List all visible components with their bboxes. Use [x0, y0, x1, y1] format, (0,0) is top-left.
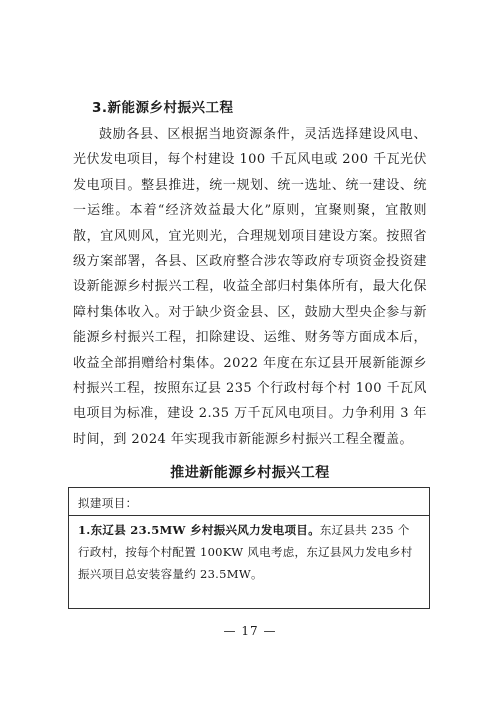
project-item-text: 东辽县共 235 个行政村，按每个村配置 100KW 风电考虑，东辽县风力发电乡村振兴项目总安装容量约 23.5MW。 — [78, 523, 413, 581]
section-heading: 3.新能源乡村振兴工程 — [92, 100, 234, 116]
page-number: — 17 — — [223, 624, 277, 638]
box-label: 拟建项目： — [78, 496, 138, 510]
box-divider — [69, 515, 429, 516]
project-item — [78, 519, 420, 585]
project-item-lead: 1.东辽县 23.5MW 乡村振兴风力发电项目。 — [78, 523, 320, 537]
project-box — [68, 487, 430, 609]
box-title: 推进新能源乡村振兴工程 — [170, 465, 330, 481]
body-paragraph: 鼓励各县、区根据当地资源条件，灵活选择建设风电、光伏发电项目，每个村建设 100 千瓦风电或 200 千瓦光伏发电项目。整县推进，统一规划、统一选址、统一建设、统一运维。本着“经济效益最大化”原则，宜聚则聚，宜散则散，宜风则风，宜光则光，合理规划项目建设方案。按照省级方案部署，各县、区政府整合涉农等政府专项资金投资建设新能源乡村振兴工程，收益全部归村集体所有，最大化保障村集体收入。对于缺少资金县、区，鼓励大型央企参与新能源乡村振兴工程，扣除建设、运维、财务等方面成本后，收益全部捐赠给村集体。2022 年度在东辽县开展新能源乡村振兴工程，按照东辽县 235 个行政村每个村 100 千瓦风电项目为标准，建设 2.35 万千瓦风电项目。力争利用 3 年时间，到 2024 年实现我市新能源乡村振兴工程全覆盖。 — [73, 127, 427, 447]
